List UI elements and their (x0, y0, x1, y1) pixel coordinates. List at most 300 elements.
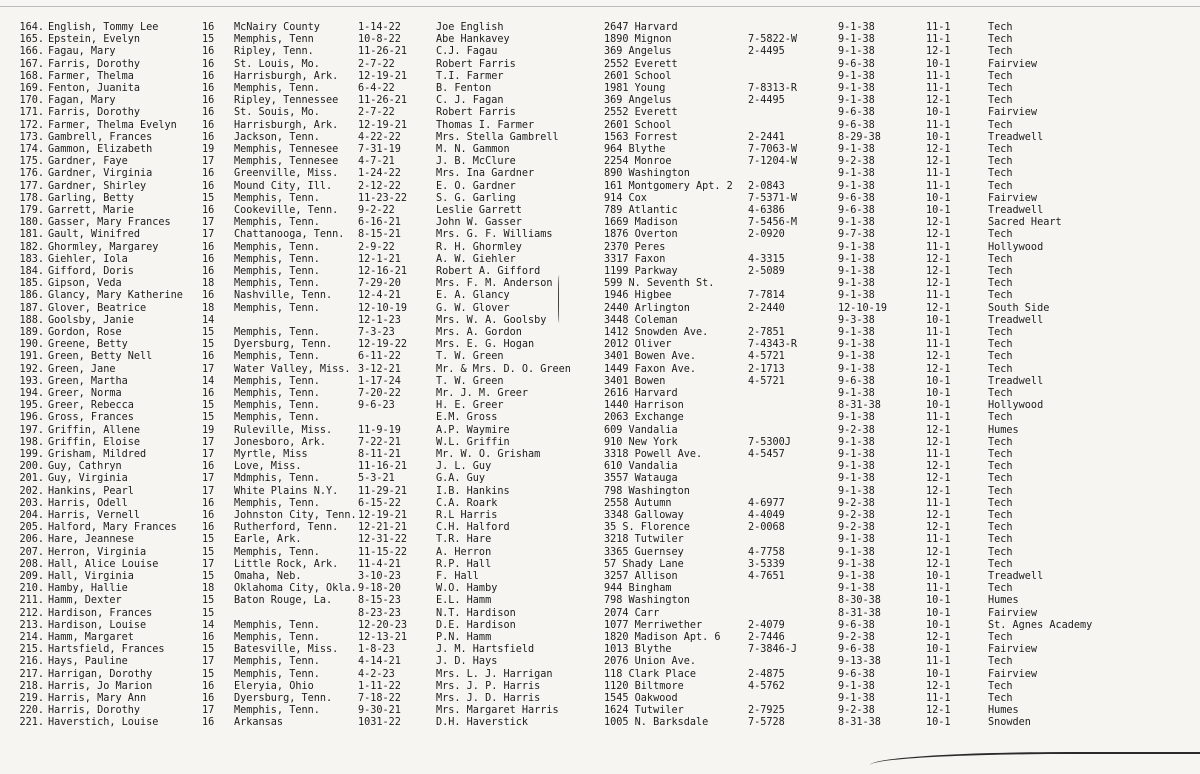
grade: 10-1 (926, 314, 951, 326)
birth-date: 10-8-22 (358, 34, 401, 46)
student-name: Garrett, Marie (48, 205, 134, 216)
address: 2601 School (604, 70, 672, 82)
record-number: 202. (19, 485, 44, 497)
address: 161 Montgomery Apt. 2 (604, 180, 733, 192)
birthplace: Earle, Ark. (234, 534, 302, 546)
student-name: Green, Jane (48, 363, 116, 375)
grade: 12-1 (926, 680, 951, 692)
grade: 10-1 (926, 619, 951, 631)
previous-school: Fairview (988, 668, 1038, 680)
parent-name: Mrs. F. M. Anderson (436, 278, 553, 290)
parent-name: E.L. Hamm (436, 595, 492, 607)
previous-school: Tech (988, 436, 1013, 448)
ledger-row (0, 608, 1200, 620)
phone-number: 2-7446 (748, 632, 785, 643)
student-name: Garling, Betty (48, 192, 134, 204)
ledger-row (0, 644, 1200, 656)
birth-date: 9-6-23 (358, 400, 395, 412)
record-number: 189. (19, 327, 44, 338)
birthplace: Ruleville, Miss. (234, 424, 333, 436)
parent-name: W.L. Griffin (436, 436, 510, 448)
grade: 12-1 (926, 522, 951, 534)
address: 1013 Blythe (604, 644, 672, 656)
grade: 11-1 (926, 583, 951, 595)
birth-date: 6-11-22 (358, 351, 401, 363)
entry-date: 9-2-38 (838, 156, 875, 168)
birth-date: 7-29-20 (358, 278, 401, 290)
address: 798 Washington (604, 485, 690, 497)
birthplace: Memphis, Tenn. (234, 632, 320, 643)
birth-date: 2-9-22 (358, 241, 395, 253)
parent-name: G.A. Guy (436, 473, 486, 485)
phone-number: 4-7651 (748, 571, 785, 582)
student-name: Harris, Vernell (48, 510, 141, 521)
birthplace: Arkansas (234, 717, 284, 729)
grade: 12-1 (926, 546, 951, 558)
ledger-row (0, 59, 1200, 71)
age: 16 (202, 205, 215, 216)
student-name: Gardner, Virginia (48, 168, 153, 180)
birthplace: Memphis, Tenn. (234, 278, 320, 290)
birth-date: 12-31-22 (358, 534, 408, 546)
entry-date: 8-31-38 (838, 400, 881, 412)
student-name: Greer, Norma (48, 388, 122, 399)
phone-number: 7-5456-M (748, 217, 798, 229)
age: 15 (202, 400, 215, 412)
age: 14 (202, 314, 215, 326)
entry-date: 8-31-38 (838, 717, 881, 729)
parent-name: J. B. McClure (436, 156, 516, 168)
student-name: Guy, Virginia (48, 473, 128, 485)
birthplace: Memphis, Tenn. (234, 497, 320, 509)
address: 2440 Arlington (604, 302, 690, 314)
age: 16 (202, 168, 215, 180)
birth-date: 6-16-21 (358, 217, 401, 229)
parent-name: Mrs. Margaret Harris (436, 705, 559, 717)
age: 15 (202, 34, 215, 46)
address: 789 Atlantic (604, 205, 678, 216)
parent-name: B. Fenton (436, 83, 492, 94)
ledger-row (0, 156, 1200, 168)
birthplace: Memphis, Tenn (234, 34, 314, 46)
phone-number: 7-5728 (748, 717, 785, 729)
birth-date: 11-16-21 (358, 461, 408, 473)
entry-date: 9-1-38 (838, 461, 875, 473)
birthplace: Memphis, Tenn. (234, 241, 320, 253)
age: 16 (202, 95, 215, 107)
previous-school: Tech (988, 558, 1013, 570)
birth-date: 12-10-19 (358, 302, 408, 314)
entry-date: 9-1-38 (838, 144, 875, 155)
entry-date: 9-1-38 (838, 558, 875, 570)
parent-name: D.E. Hardison (436, 619, 516, 631)
grade: 11-1 (926, 534, 951, 546)
ledger-row (0, 534, 1200, 546)
entry-date: 9-1-38 (838, 436, 875, 448)
student-name: Griffin, Allene (48, 424, 141, 436)
record-number: 201. (19, 473, 44, 485)
age: 17 (202, 436, 215, 448)
ledger-row (0, 656, 1200, 668)
ledger-row (0, 217, 1200, 229)
previous-school: Humes (988, 705, 1019, 717)
birth-date: 6-4-22 (358, 83, 395, 94)
phone-number: 2-4079 (748, 619, 785, 631)
birthplace: McNairy County (234, 22, 320, 33)
entry-date: 9-6-38 (838, 644, 875, 656)
entry-date: 9-6-38 (838, 192, 875, 204)
birth-date: 8-15-23 (358, 595, 401, 607)
address: 910 New York (604, 436, 678, 448)
address: 3557 Watauga (604, 473, 678, 485)
birthplace: Jonesboro, Ark. (234, 436, 327, 448)
ledger-row (0, 583, 1200, 595)
grade: 11-1 (926, 693, 951, 704)
address: 964 Blythe (604, 144, 666, 155)
birth-date: 12-20-23 (358, 619, 408, 631)
age: 15 (202, 571, 215, 582)
entry-date: 9-2-38 (838, 510, 875, 521)
record-number: 208. (19, 558, 44, 570)
birthplace: Memphis, Tenn. (234, 375, 320, 387)
birth-date: 9-2-22 (358, 205, 395, 216)
parent-name: Mrs. W. A. Goolsby (436, 314, 547, 326)
ledger-row (0, 486, 1200, 498)
parent-name: E.M. Gross (436, 412, 498, 424)
birth-date: 9-30-21 (358, 705, 401, 717)
entry-date: 9-1-38 (838, 388, 875, 399)
ledger-row (0, 412, 1200, 424)
student-name: Hamby, Hallie (48, 583, 128, 595)
ledger-row (0, 510, 1200, 522)
parent-name: T.I. Farmer (436, 70, 504, 82)
ledger-row (0, 437, 1200, 449)
student-name: Grisham, Mildred (48, 449, 147, 460)
phone-number: 4-4049 (748, 510, 785, 521)
address: 1440 Harrison (604, 400, 684, 412)
birthplace: Mound City, Ill. (234, 180, 333, 192)
birthplace: Memphis, Tennesee (234, 144, 339, 155)
birthplace: Eleryia, Ohio (234, 680, 314, 692)
previous-school: Tech (988, 46, 1013, 58)
record-number: 179. (19, 205, 44, 216)
parent-name: A. W. Giehler (436, 253, 516, 265)
student-name: Green, Martha (48, 375, 128, 387)
previous-school: Tech (988, 180, 1013, 192)
entry-date: 9-2-38 (838, 632, 875, 643)
address: 1890 Mignon (604, 34, 672, 46)
record-number: 198. (19, 436, 44, 448)
entry-date: 9-1-38 (838, 351, 875, 363)
previous-school: Sacred Heart (988, 217, 1062, 229)
previous-school: Tech (988, 388, 1013, 399)
age: 15 (202, 534, 215, 546)
student-name: Hartsfield, Frances (48, 644, 165, 656)
parent-name: M. N. Gammon (436, 144, 510, 155)
address: 1624 Tutwiler (604, 705, 684, 717)
address: 1946 Higbee (604, 290, 672, 302)
record-number: 215. (19, 644, 44, 656)
grade: 12-1 (926, 705, 951, 717)
ledger-row (0, 168, 1200, 180)
grade: 12-1 (926, 424, 951, 436)
student-name: Guy, Cathryn (48, 461, 122, 473)
student-name: Farris, Dorothy (48, 107, 141, 119)
phone-number: 2-2440 (748, 302, 785, 314)
student-name: Halford, Mary Frances (48, 522, 177, 534)
age: 15 (202, 327, 215, 338)
student-name: Gipson, Veda (48, 278, 122, 290)
entry-date: 9-6-38 (838, 119, 875, 131)
birthplace: Dyersburg, Tenn. (234, 693, 333, 704)
entry-date: 9-1-38 (838, 473, 875, 485)
previous-school: Tech (988, 22, 1013, 33)
record-number: 206. (19, 534, 44, 546)
birthplace: Memphis, Tenn. (234, 619, 320, 631)
previous-school: Fairview (988, 607, 1038, 619)
student-name: Greer, Rebecca (48, 400, 134, 412)
entry-date: 9-1-38 (838, 46, 875, 58)
record-number: 165. (19, 34, 44, 46)
birthplace: Memphis, Tenn. (234, 83, 320, 94)
grade: 12-1 (926, 266, 951, 277)
age: 14 (202, 375, 215, 387)
birth-date: 11-26-21 (358, 46, 408, 58)
address: 2012 Oliver (604, 339, 672, 351)
age: 16 (202, 522, 215, 534)
age: 15 (202, 192, 215, 204)
grade: 11-1 (926, 497, 951, 509)
phone-number: 7-8313-R (748, 83, 798, 94)
previous-school: Tech (988, 168, 1013, 180)
student-name: Farmer, Thelma (48, 70, 134, 82)
grade: 11-1 (926, 241, 951, 253)
age: 16 (202, 22, 215, 33)
grade: 10-1 (926, 375, 951, 387)
grade: 10-1 (926, 668, 951, 680)
grade: 12-1 (926, 95, 951, 107)
birthplace: Memphis, Tenn. (234, 192, 320, 204)
record-number: 171. (19, 107, 44, 119)
address: 1199 Parkway (604, 266, 678, 277)
age: 17 (202, 558, 215, 570)
address: 2552 Everett (604, 58, 678, 70)
record-number: 197. (19, 424, 44, 436)
grade: 12-1 (926, 229, 951, 241)
ledger-row (0, 473, 1200, 485)
record-number: 186. (19, 290, 44, 302)
record-number: 169. (19, 83, 44, 94)
parent-name: S. G. Garling (436, 192, 516, 204)
birthplace: Myrtle, Miss (234, 449, 308, 460)
ledger-row (0, 303, 1200, 315)
grade: 11-1 (926, 180, 951, 192)
entry-date: 9-1-38 (838, 83, 875, 94)
birth-date: 11-9-19 (358, 424, 401, 436)
parent-name: Mrs. J. D. Harris (436, 693, 541, 704)
ledger-row (0, 669, 1200, 681)
ledger-row (0, 95, 1200, 107)
record-number: 214. (19, 632, 44, 643)
previous-school: Humes (988, 595, 1019, 607)
student-name: Griffin, Eloise (48, 436, 141, 448)
age: 19 (202, 424, 215, 436)
parent-name: T.R. Hare (436, 534, 492, 546)
parent-name: C.J. Fagau (436, 46, 498, 58)
address: 57 Shady Lane (604, 558, 684, 570)
age: 16 (202, 83, 215, 94)
birth-date: 4-14-21 (358, 656, 401, 668)
birthplace: Memphis, Tenn. (234, 351, 320, 363)
address: 1981 Young (604, 83, 666, 94)
parent-name: Mrs. Stella Gambrell (436, 131, 559, 143)
phone-number: 2-0843 (748, 180, 785, 192)
address: 3257 Allison (604, 571, 678, 582)
previous-school: Tech (988, 119, 1013, 131)
student-name: Fenton, Juanita (48, 83, 141, 94)
student-name: Harris, Mary Ann (48, 693, 147, 704)
address: 599 N. Seventh St. (604, 278, 715, 290)
birthplace: Memphis, Tenn. (234, 217, 320, 229)
age: 14 (202, 619, 215, 631)
previous-school: Treadwell (988, 571, 1044, 582)
record-number: 168. (19, 70, 44, 82)
parent-name: Robert Farris (436, 58, 516, 70)
parent-name: John W. Gasser (436, 217, 522, 229)
birthplace: Memphis, Tennesee (234, 156, 339, 168)
age: 16 (202, 70, 215, 82)
ledger-row (0, 181, 1200, 193)
ledger-row (0, 681, 1200, 693)
grade: 10-1 (926, 607, 951, 619)
birthplace: Memphis, Tenn. (234, 705, 320, 717)
previous-school: Tech (988, 522, 1013, 534)
age: 16 (202, 693, 215, 704)
address: 890 Washington (604, 168, 690, 180)
record-number: 167. (19, 58, 44, 70)
record-number: 170. (19, 95, 44, 107)
parent-name: Mrs. Ina Gardner (436, 168, 535, 180)
address: 2558 Autumn (604, 497, 672, 509)
page-fold-edge (0, 0, 1200, 7)
record-number: 218. (19, 680, 44, 692)
student-name: Gross, Frances (48, 412, 134, 424)
record-number: 207. (19, 546, 44, 558)
previous-school: Fairview (988, 107, 1038, 119)
ledger-row (0, 315, 1200, 327)
age: 15 (202, 595, 215, 607)
address: 2076 Union Ave. (604, 656, 697, 668)
entry-date: 9-2-38 (838, 705, 875, 717)
grade: 11-1 (926, 656, 951, 668)
parent-name: A.P. Waymire (436, 424, 510, 436)
address: 610 Vandalia (604, 461, 678, 473)
birthplace: Memphis, Tenn. (234, 302, 320, 314)
birth-date: 3-10-23 (358, 571, 401, 582)
birthplace: Jackson, Tenn. (234, 131, 320, 143)
entry-date: 9-1-38 (838, 180, 875, 192)
record-number: 219. (19, 693, 44, 704)
birth-date: 12-19-21 (358, 70, 408, 82)
parent-name: Abe Hankavey (436, 34, 510, 46)
birthplace: Chattanooga, Tenn. (234, 229, 345, 241)
parent-name: I.B. Hankins (436, 485, 510, 497)
birth-date: 8-11-21 (358, 449, 401, 460)
age: 17 (202, 156, 215, 168)
birthplace: Rutherford, Tenn. (234, 522, 339, 534)
grade: 10-1 (926, 400, 951, 412)
entry-date: 9-1-38 (838, 22, 875, 33)
ledger-row (0, 132, 1200, 144)
address: 3401 Bowen (604, 375, 666, 387)
phone-number: 2-7851 (748, 327, 785, 338)
record-number: 209. (19, 571, 44, 582)
phone-number: 2-4495 (748, 95, 785, 107)
student-name: Greene, Betty (48, 339, 128, 351)
record-number: 164. (19, 22, 44, 33)
birthplace: Omaha, Neb. (234, 571, 302, 582)
entry-date: 9-13-38 (838, 656, 881, 668)
phone-number: 4-6977 (748, 497, 785, 509)
address: 2601 School (604, 119, 672, 131)
ledger-row (0, 693, 1200, 705)
student-name: Green, Betty Nell (48, 351, 153, 363)
ledger-row (0, 290, 1200, 302)
grade: 10-1 (926, 571, 951, 582)
previous-school: Treadwell (988, 131, 1044, 143)
student-name: Gammon, Elizabeth (48, 144, 153, 155)
age: 16 (202, 632, 215, 643)
previous-school: Tech (988, 70, 1013, 82)
birth-date: 3-12-21 (358, 363, 401, 375)
birthplace: White Plains N.Y. (234, 485, 339, 497)
birth-date: 1-11-22 (358, 680, 401, 692)
record-number: 182. (19, 241, 44, 253)
birth-date: 2-7-22 (358, 58, 395, 70)
parent-name: E. A. Glancy (436, 290, 510, 302)
student-name: Farris, Dorothy (48, 58, 141, 70)
address: 2552 Everett (604, 107, 678, 119)
birth-date: 12-1-21 (358, 253, 401, 265)
birth-date: 1-14-22 (358, 22, 401, 33)
phone-number: 4-3315 (748, 253, 785, 265)
birth-date: 11-15-22 (358, 546, 408, 558)
age: 16 (202, 290, 215, 302)
previous-school: St. Agnes Academy (988, 619, 1093, 631)
birthplace: Little Rock, Ark. (234, 558, 339, 570)
record-number: 192. (19, 363, 44, 375)
age: 16 (202, 180, 215, 192)
birthplace: Baton Rouge, La. (234, 595, 333, 607)
ledger-row (0, 449, 1200, 461)
ledger-row (0, 34, 1200, 46)
parent-name: W.O. Hamby (436, 583, 498, 595)
record-number: 213. (19, 619, 44, 631)
previous-school: Tech (988, 83, 1013, 94)
grade: 11-1 (926, 34, 951, 46)
student-name: Gifford, Doris (48, 266, 134, 277)
previous-school: Tech (988, 510, 1013, 521)
address: 118 Clark Place (604, 668, 697, 680)
parent-name: H. E. Greer (436, 400, 504, 412)
record-number: 221. (19, 717, 44, 729)
birthplace: Water Valley, Miss. (234, 363, 351, 375)
student-name: Goolsby, Janie (48, 314, 134, 326)
student-name: Gambrell, Frances (48, 131, 153, 143)
page-curl-edge (870, 752, 1200, 774)
entry-date: 9-6-38 (838, 107, 875, 119)
previous-school: Tech (988, 290, 1013, 302)
